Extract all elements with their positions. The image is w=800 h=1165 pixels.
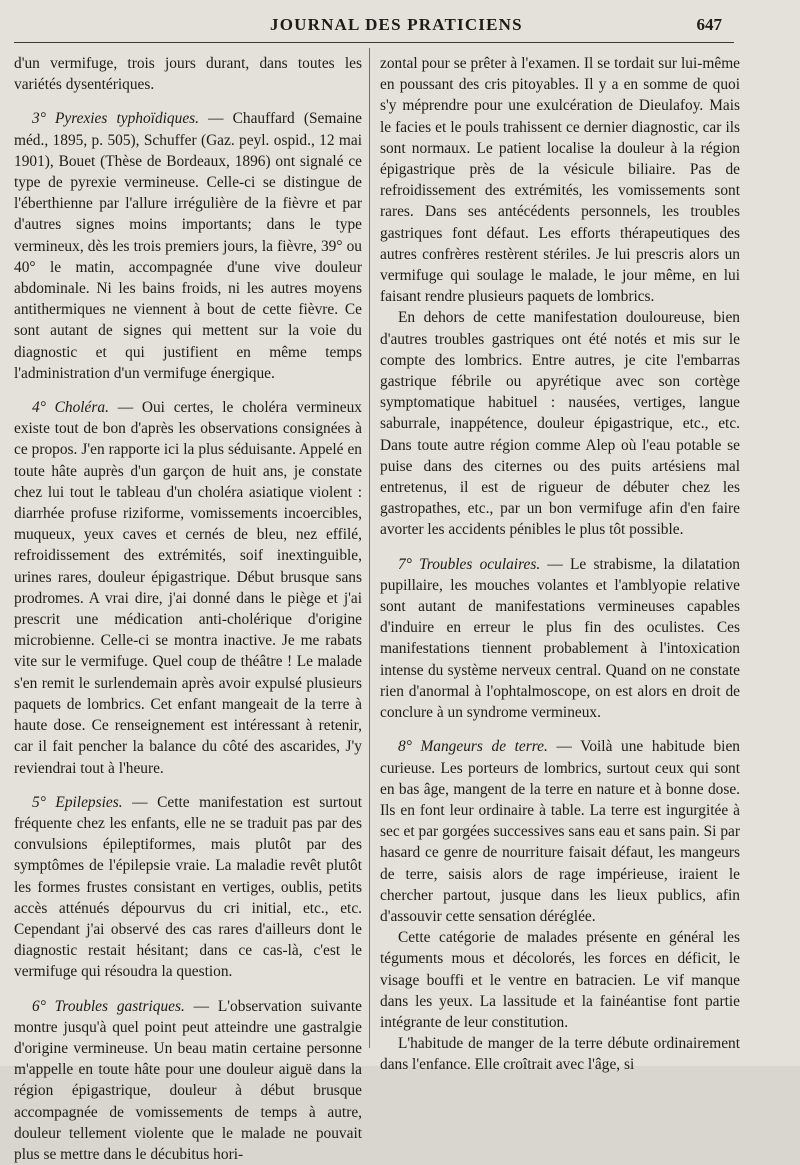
paragraph-text: — Le strabisme, la dilatation pupillaire, les mouches volantes et l'amblyopie relative sont autant de manifestations vermineuses capables d'induire en erreur le plus fin des oculistes. Ces manifestations tiennent probablement à l'intoxication intense du système nerveux central. Quand on ne constate rien d'anormal à l'ophtalmoscope, on est alors en droit de conclure à un syndrome vermineux. [380,555,740,722]
section-heading: 4° Choléra. [32,399,109,417]
paragraph-p4 [14,792,362,983]
journal-title: JOURNAL DES PRATICIENS [270,15,523,34]
right-column [380,53,740,1076]
section-heading: 5° Epilepsies. [32,793,123,811]
paragraph-p5 [14,996,362,1165]
section-heading: 8° Mangeurs de terre. [398,738,548,756]
section-heading: 3° Pyrexies typhoïdiques. [32,110,199,128]
paragraph-text: d'un vermifuge, trois jours durant, dans toutes les variétés dysentériques. [14,55,362,94]
paragraph-r1 [380,53,740,307]
paragraph-text: Cette catégorie de malades présente en général les téguments mous et décolorés, les forces en déficit, le visage bouffi et le ventre en batracien. Le vif manque dans les yeux. La lassitude et la fainéantise font partie intégrante de leur constitution. [380,929,740,1031]
left-column [14,53,362,1165]
paragraph-p3 [14,397,362,779]
column-divider [369,48,370,1048]
paragraph-text: — Oui certes, le choléra vermineux existe tout de bon d'après les observations consignées à ce propos. J'en rapporte ici la plus séduisante. Appelé en toute hâte auprès d'un garçon de huit ans, je constate chez lui tout le tableau d'un choléra asiatique violent : diarrhée profuse riziforme, vomissements incoercibles, muqueux, yeux caves et cernés de bleu, nez effilé, refroidissement des extrémités, soif inextinguible, urines rares, douleur épigastrique. Début brusque sans prodromes. A vrai dire, j'ai donné dans le piège et j'ai prescrit une médication anti-cholérique d'origine microbienne. Celle-ci se montra inactive. Je me rabats vite sur le vermifuge. Quel coup de théâtre ! Le malade s'en remit le surlendemain après avoir expulsé plusieurs paquets de lombrics. Cet enfant mangeait de la terre à haute dose. Ce renseignement est intéressant à retenir, car il fait pencher la balance du côté des ascarides, J'y reviendrai tout à l'heure. [14,399,362,777]
paragraph-text: — L'observation suivante montre jusqu'à quel point peut atteindre une gastralgie d'origine vermineuse. Un beau matin certaine personne m'appelle en toute hâte pour une douleur aiguë dans la région épigastrique, douleur à début brusque accompagnée de vomissements de temps à autre, douleur tellement violente que le malade ne pouvait plus se mettre dans le décubitus hori- [14,997,362,1163]
paragraph-r2 [380,307,740,540]
page-number: 647 [696,15,722,34]
page-header [0,12,800,42]
paragraph-text: — Chauffard (Semaine méd., 1895, p. 505), Schuffer (Gaz. peyl. ospid., 12 mai 1901), Bouet (Thèse de Bordeaux, 1896) ont signalé ce type de pyrexie vermineuse. Celle-ci se distingue de l'éberthienne par l'allure irrégulière de la fièvre et par d'autres signes moins importants; dans le type vermineux, dès les trois premiers jours, la fièvre, 39° ou 40° le matin, accompagnée d'une vive douleur abdominale. Ni les bains froids, ni les autres moyens antithermiques ne viennent à bout de cette fièvre. Ce sont autant de signes qui mettent sur la voie du diagnostic et qui justifient en même temps l'administration d'un vermifuge énergique. [14,110,362,382]
paragraph-text: L'habitude de manger de la terre débute ordinairement dans l'enfance. Elle croîtrait avec l'âge, si [380,1035,740,1074]
paragraph-p2 [14,108,362,384]
section-heading: 6° Troubles gastriques. [32,997,185,1015]
header-rule [14,42,734,43]
paragraph-r5 [380,927,740,1033]
paragraph-text: — Voilà une habitude bien curieuse. Les porteurs de lombrics, surtout ceux qui sont en bas âge, mangent de la terre en nature et à bonne dose. Ils en font leur ordinaire à table. La terre est ingurgitée à sec et par gorgées successives sans eau et sans pain. Si par hasard ce genre de nourriture faisait défaut, les mangeurs de terre, saisis alors de rage impérieuse, iraient le chercher partout, jusque dans les lieux publics, afin d'assouvir cette sensation déréglée. [380,738,740,925]
paragraph-text: — Cette manifestation est surtout fréquente chez les enfants, elle ne se traduit pas par des convulsions épileptiformes, mais plutôt par des symptômes de l'épilepsie vraie. La maladie revêt plutôt les formes frustes consistant en vertiges, oublis, petits accès atténués dépourvus du cri initial, etc., etc. Cependant j'ai observé des cas rares d'ailleurs dont le diagnostic restait hésitant; dans ce cas-là, c'est le vermifuge qui résoudra la question. [14,793,362,981]
paragraph-r4 [380,736,740,927]
paragraph-p1 [14,53,362,95]
paragraph-text: zontal pour se prêter à l'examen. Il se tordait sur lui-même en poussant des cris pitoyables. Il y a en somme de quoi s'y méprendre pour une exulcération de Dieulafoy. Mais le facies et le pouls trahissent ce dernier diagnostic, car ils sont normaux. Le patient localise la douleur à la région épigastrique près de la vésicule biliaire. Pas de refroidissement des extrémités, les vomissements sont rares. Dans ses antécédents personnels, les troubles gastriques font défaut. Les efforts thérapeutiques des autres confrères restèrent stériles. Je lui prescris alors un vermifuge qui soulage le malade, le jour même, en lui faisant rendre plusieurs paquets de lombrics. [380,55,740,306]
paragraph-text: En dehors de cette manifestation douloureuse, bien d'autres troubles gastriques ont été notés et mis sur le compte des lombrics. Entre autres, je cite l'embarras gastrique fébrile ou apyrétique avec son cortège symptomatique habituel : nausées, vertiges, langue saburrale, inappétence, douleur épigastrique, etc., etc. Dans toute autre région comme Alep où l'eau potable se puise dans des citernes ou des puits artésiens mal entretenus, il est de rigueur de débuter chez les gastropathes, etc., par un bon vermifuge afin d'en faire avorter les accidents pénibles le plus tôt possible. [380,309,740,539]
paragraph-r3 [380,554,740,724]
paragraph-r6 [380,1033,740,1075]
section-heading: 7° Troubles oculaires. [398,555,541,573]
